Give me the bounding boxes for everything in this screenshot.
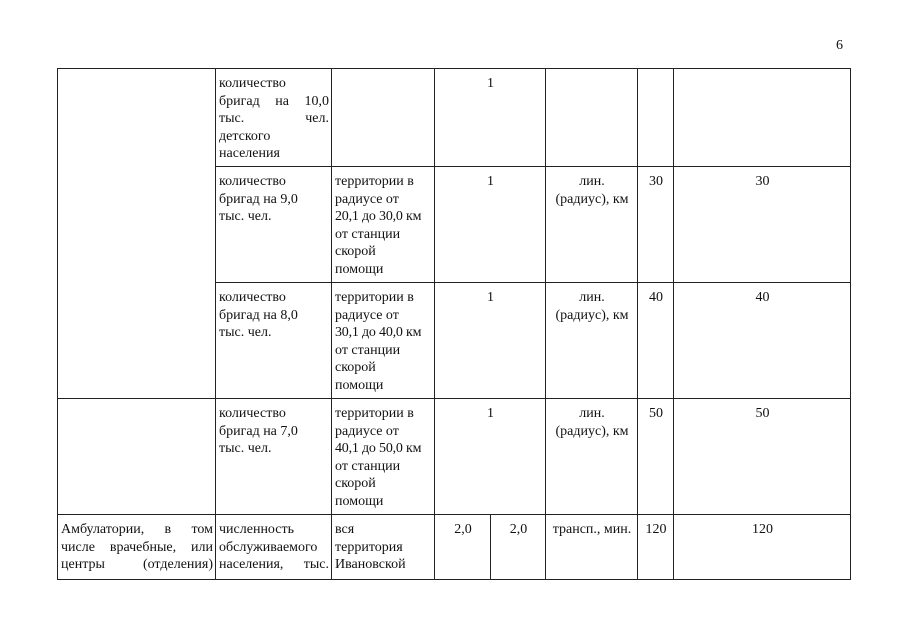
indicator-line: бригад на 10,0 — [219, 93, 329, 109]
indicator-cell — [216, 69, 332, 167]
access-cell — [638, 69, 674, 167]
value-text: 2,0 — [454, 522, 472, 537]
access2-cell — [674, 167, 851, 283]
indicator-line: тыс. чел. — [219, 111, 329, 126]
access2-cell — [674, 515, 851, 580]
unit-line: (радиус), км — [555, 307, 629, 323]
indicator-cell — [216, 399, 332, 515]
facility-line: Амбулатории, в том — [61, 522, 213, 537]
territory-line: территории в — [335, 290, 414, 305]
indicator-line: тыс. чел. — [219, 209, 272, 224]
value-b-cell — [491, 515, 546, 580]
table-row — [58, 399, 851, 515]
territory-cell — [332, 283, 435, 399]
territory-line: скорой — [335, 360, 376, 375]
indicator-line: населения, тыс. — [219, 557, 329, 572]
facility-cell — [58, 399, 216, 515]
access-cell — [638, 399, 674, 515]
indicator-line: населения — [219, 146, 280, 161]
indicator-line: тыс. чел. — [219, 441, 272, 456]
indicator-cell — [216, 167, 332, 283]
territory-line: территория — [335, 539, 403, 555]
value-text: 1 — [487, 406, 494, 421]
value-cell — [435, 283, 546, 399]
unit-cell — [546, 399, 638, 515]
territory-line: территории в — [335, 406, 414, 421]
value-cell — [435, 399, 546, 515]
access2-text: 40 — [755, 290, 770, 305]
value-cell — [435, 167, 546, 283]
facility-line: центры (отделения) — [61, 557, 213, 572]
facility-line: числе врачебные, или — [61, 539, 213, 555]
indicator-line: количество — [219, 174, 286, 189]
territory-line: помощи — [335, 377, 384, 393]
territory-line: 40,1 до 50,0 км — [335, 441, 422, 456]
facility-cell — [58, 69, 216, 399]
access2-cell — [674, 399, 851, 515]
access2-text: 50 — [755, 406, 770, 421]
territory-line: территории в — [335, 174, 414, 189]
unit-line: лин. — [579, 174, 605, 189]
indicator-line: бригад на 9,0 — [219, 191, 298, 207]
territory-line: от станции — [335, 458, 401, 474]
unit-line: лин. — [579, 406, 605, 421]
access-text: 120 — [645, 522, 667, 537]
indicator-line: количество — [219, 290, 286, 305]
territory-cell — [332, 399, 435, 515]
unit-cell — [546, 69, 638, 167]
value-cell — [435, 69, 546, 167]
territory-line: радиусе от — [335, 307, 399, 323]
indicator-line: количество — [219, 406, 286, 421]
indicator-cell — [216, 283, 332, 399]
territory-line: помощи — [335, 493, 384, 509]
territory-line: скорой — [335, 476, 376, 491]
access-cell — [638, 515, 674, 580]
access2-cell — [674, 283, 851, 399]
unit-line: лин. — [579, 290, 605, 305]
territory-line: 30,1 до 40,0 км — [335, 325, 422, 340]
table-row — [58, 515, 851, 580]
indicator-line: обслуживаемого — [219, 539, 318, 555]
territory-line: вся — [335, 522, 355, 537]
access-cell — [638, 167, 674, 283]
territory-cell — [332, 167, 435, 283]
territory-line: помощи — [335, 261, 384, 277]
indicator-line: численность — [219, 522, 294, 537]
unit-line: (радиус), км — [555, 423, 629, 439]
indicator-line: бригад на 7,0 — [219, 423, 298, 439]
indicator-line: тыс. чел. — [219, 325, 272, 340]
territory-line: радиусе от — [335, 423, 399, 439]
indicator-line: детского — [219, 128, 271, 144]
access-text: 50 — [649, 406, 663, 421]
value-text: 1 — [487, 290, 494, 305]
territory-line: 20,1 до 30,0 км — [335, 209, 422, 224]
page-number: 6 — [836, 38, 843, 53]
territory-cell — [332, 69, 435, 167]
access2-text: 30 — [755, 174, 770, 189]
access-text: 40 — [649, 290, 663, 305]
unit-cell — [546, 167, 638, 283]
unit-cell — [546, 283, 638, 399]
unit-cell — [546, 515, 638, 580]
territory-cell — [332, 515, 435, 580]
value-b-text: 2,0 — [509, 522, 528, 537]
indicator-cell — [216, 515, 332, 580]
standards-table — [57, 68, 851, 580]
territory-line: скорой — [335, 244, 376, 259]
value-text: 1 — [487, 76, 494, 91]
territory-line: от станции — [335, 226, 401, 242]
facility-cell — [58, 515, 216, 580]
indicator-line: бригад на 8,0 — [219, 307, 298, 323]
unit-line: (радиус), км — [555, 191, 629, 207]
value-cell — [435, 515, 491, 580]
access2-text: 120 — [752, 522, 773, 537]
territory-line: радиусе от — [335, 191, 399, 207]
access2-cell — [674, 69, 851, 167]
access-cell — [638, 283, 674, 399]
territory-line: от станции — [335, 342, 401, 358]
table-row — [58, 69, 851, 167]
access-text: 30 — [649, 174, 663, 189]
territory-line: Ивановской — [335, 557, 406, 572]
value-text: 1 — [487, 174, 494, 189]
indicator-line: количество — [219, 76, 286, 91]
unit-line: трансп., мин. — [552, 522, 632, 537]
